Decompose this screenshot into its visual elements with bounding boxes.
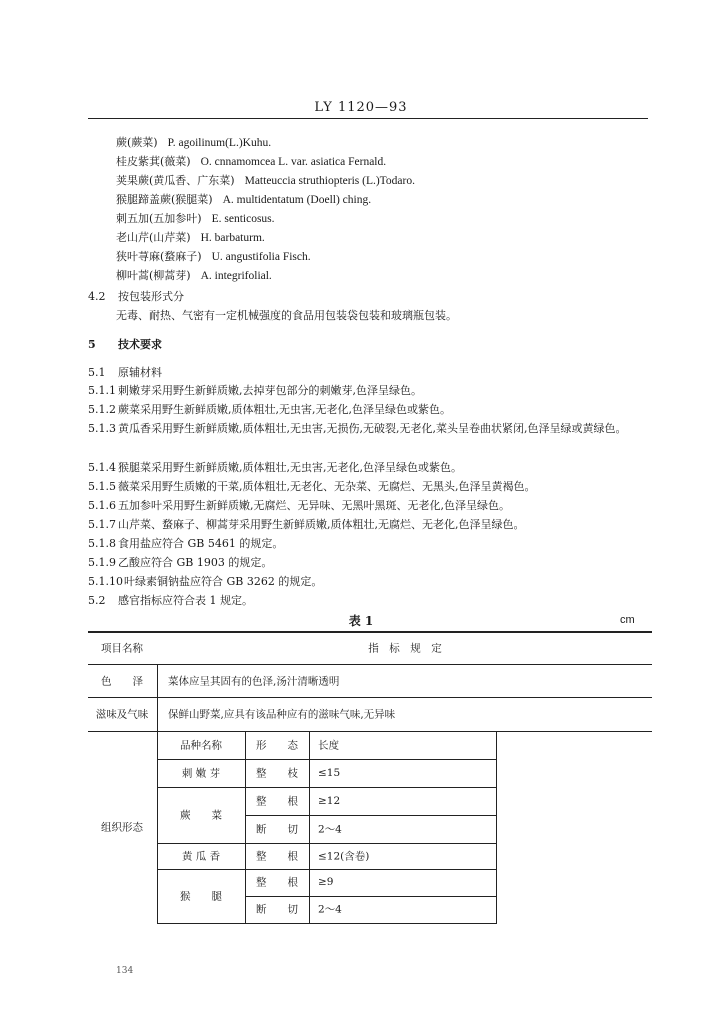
subhead-shape: 形 态 xyxy=(256,739,298,752)
clause-5-1-8: 5.1.8 食用盐应符合 GB 5461 的规定。 xyxy=(88,537,284,550)
length-cell: 2～4 xyxy=(318,823,342,836)
variety-cell: 猴 腿 xyxy=(180,890,222,903)
species-item: 蕨(蕨菜) P. agoilinum(L.)Kuhu. xyxy=(116,136,272,149)
species-item: 荚果蕨(黄瓜香、广东菜) Matteuccia struthiopteris (L.)Todaro. xyxy=(116,174,415,187)
row-taste-value: 保鲜山野菜,应具有该品种应有的滋味气味,无异味 xyxy=(168,708,396,721)
table-unit: cm xyxy=(620,614,635,626)
clause-5-1-2: 5.1.2 蕨菜采用野生新鲜质嫩,质体粗壮,无虫害,无老化,色泽呈绿色或紫色。 xyxy=(88,403,451,416)
species-item: 刺五加(五加参叶) E. senticosus. xyxy=(116,212,275,225)
variety-cell: 蕨 菜 xyxy=(180,809,222,822)
page-number: 134 xyxy=(116,966,134,976)
clause-5-1-1: 5.1.1 刺嫩芽采用野生新鲜质嫩,去掉芽包部分的刺嫩芽,色泽呈绿色。 xyxy=(88,384,422,397)
clause-5-1-5: 5.1.5 薇菜采用野生质嫩的干菜,质体粗壮,无老化、无杂菜、无腐烂、无黑头,色泽呈黄褐色。 xyxy=(88,480,536,493)
row-color-value: 菜体应呈其固有的色泽,汤汁清晰透明 xyxy=(168,675,340,688)
table-caption: 表 1 xyxy=(348,614,374,628)
header-rule xyxy=(88,118,648,119)
length-cell: ≥12 xyxy=(318,795,341,807)
clause-5-1-6: 5.1.6 五加参叶采用野生新鲜质嫩,无腐烂、无异味、无黑叶黑斑、无老化,色泽呈绿色。 xyxy=(88,499,510,512)
subhead-length: 长度 xyxy=(318,739,339,752)
variety-cell: 刺 嫩 芽 xyxy=(181,767,221,780)
row-form-label: 组织形态 xyxy=(101,821,143,834)
species-item: 狭叶荨麻(蝥麻子) U. angustifolia Fisch. xyxy=(116,250,311,263)
clause-5-1-7: 5.1.7 山芹菜、蝥麻子、柳蒿芽采用野生新鲜质嫩,质体粗壮,无腐烂、无老化,色泽呈绿色。 xyxy=(88,518,525,531)
clause-5-1-10: 5.1.10叶绿素铜钠盐应符合 GB 3262 的规定。 xyxy=(88,575,323,588)
section-4-2-text: 无毒、耐热、气密有一定机械强度的食品用包装袋包装和玻璃瓶包装。 xyxy=(116,309,457,322)
shape-cell: 整 根 xyxy=(256,795,298,808)
length-cell: ≤15 xyxy=(318,767,341,779)
subhead-variety: 品种名称 xyxy=(180,739,222,752)
species-item: 猴腿蹄盖蕨(猴腿菜) A. multidentatum (Doell) ching. xyxy=(116,193,372,206)
standard-code-header: LY 1120—93 xyxy=(314,100,408,115)
clause-5-1-4: 5.1.4 猴腿菜采用野生新鲜质嫩,质体粗壮,无虫害,无老化,色泽呈绿色或紫色。 xyxy=(88,461,462,474)
section-5-2-text: 5.2 感官指标应符合表 1 规定。 xyxy=(88,594,253,607)
table-head-item: 项目名称 xyxy=(101,642,143,655)
clause-5-1-9: 5.1.9 乙酸应符合 GB 1903 的规定。 xyxy=(88,556,273,569)
shape-cell: 整 枝 xyxy=(256,767,298,780)
shape-cell: 整 根 xyxy=(256,850,298,863)
clause-5-1-3: 5.1.3 黄瓜香采用野生新鲜质嫩,质体粗壮,无虫害,无损伤,无破裂,无老化,菜头呈卷曲状紧闭,色泽呈绿或黄绿色。 xyxy=(88,422,627,435)
row-taste-label: 滋味及气味 xyxy=(95,708,149,721)
shape-cell: 断 切 xyxy=(256,823,298,836)
section-5-heading: 5 技术要求 xyxy=(88,338,162,351)
species-item: 柳叶蒿(柳蒿芽) A. integrifolial. xyxy=(116,269,272,282)
length-cell: 2～4 xyxy=(318,903,342,916)
row-color-label: 色 泽 xyxy=(101,675,143,688)
species-item: 桂皮紫萁(薇菜) O. cnnamomcea L. var. asiatica Fernald. xyxy=(116,155,387,168)
shape-cell: 断 切 xyxy=(256,903,298,916)
length-cell: ≥9 xyxy=(318,876,334,888)
species-item: 老山芹(山芹菜) H. barbaturm. xyxy=(116,231,265,244)
section-4-2-heading: 4.2 按包装形式分 xyxy=(88,290,184,303)
shape-cell: 整 根 xyxy=(256,876,298,889)
table-head-spec: 指 标 规 定 xyxy=(368,642,442,655)
variety-cell: 黄 瓜 香 xyxy=(181,850,221,863)
section-5-1-heading: 5.1 原辅材料 xyxy=(88,366,162,379)
length-cell: ≤12(含卷) xyxy=(318,850,370,863)
